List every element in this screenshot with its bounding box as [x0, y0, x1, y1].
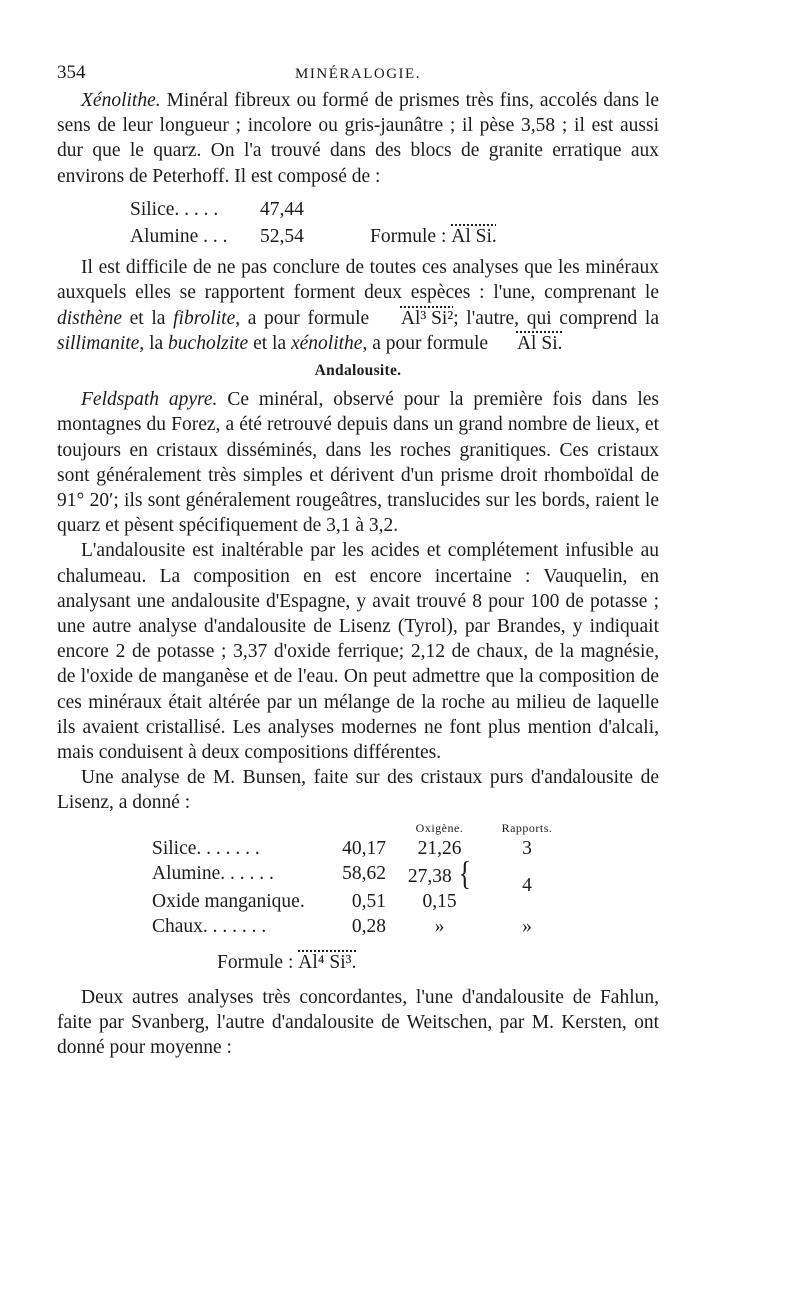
table-cell-value: 0,51: [351, 891, 386, 913]
xenolithe-name: Xénolithe.: [81, 90, 161, 111]
table-cell-value: 58,62: [342, 862, 386, 884]
table-cell-oxigene: 21,26: [417, 837, 462, 859]
formula-inline: Al Si.: [516, 332, 563, 354]
final-paragraph: Deux autres analyses très concordantes, l'une d'andalousite de Fahlun, faite par Svanberg, l'autre d'andalousite de Weitschen, par M. Kersten, ont donné pour moyenne :: [57, 986, 659, 1059]
composition-formula: [370, 197, 570, 222]
xenolithe-paragraph: [57, 88, 659, 189]
table-cell-rapport: »: [522, 916, 532, 938]
mineral-name: Feldspath apyre.: [81, 389, 218, 411]
table-cell-label: Chaux. . . . . . .: [152, 916, 267, 938]
text-span: , a pour formule: [362, 332, 493, 354]
table-cell-label: Oxide manganique.: [152, 891, 305, 913]
bunsen-analysis-table: [152, 820, 659, 940]
mineral-name: fibrolite: [173, 307, 236, 329]
oxigene-value: 27,38: [407, 865, 452, 887]
mineral-name: disthène: [57, 307, 122, 329]
table-header: [317, 820, 392, 836]
mineral-name: bucholzite: [168, 332, 249, 354]
conclusion-paragraph: [57, 255, 659, 356]
page-number: 354: [57, 62, 86, 83]
table-header-oxigene: Oxigène.: [415, 820, 464, 835]
composition-value: 52,54: [260, 226, 304, 248]
text-span: Il est difficile de ne pas conclure de toutes ces analyses que les minéraux auxquels elles se rapportent forment deux espèces : l'une, comprenant le: [57, 257, 659, 304]
andalousite-paragraph-1: [57, 387, 659, 538]
table-cell-oxigene: »: [434, 916, 445, 938]
text-span: , la: [139, 332, 169, 354]
text-span: Ce minéral, observé pour la première fois dans les montagnes du Forez, a été retrouvé depuis dans un grand nombre de lieux, et toujours en cristaux disséminés, dans les roches granitiques. Ces cristaux sont généralement très simples et dérivent d'un prisme droit rhomboïdal de 91° 20′; ils sont généralement rougeâtres, translucides sur les bords, raient le quarz et pèsent spécifiquement de 3,1 à 3,2.: [57, 389, 659, 537]
brace-glyph: {: [458, 854, 472, 893]
table-header: [152, 820, 317, 836]
table-cell-rapport: 4: [522, 874, 532, 896]
book-page: [57, 58, 659, 1060]
text-span: , a pour formule: [235, 307, 377, 329]
andalousite-paragraph-3: Une analyse de M. Bunsen, faite sur des cristaux purs d'andalousite de Lisenz, a donné :: [57, 767, 659, 814]
composition-label: Silice. . . . .: [130, 198, 219, 220]
table-cell-label: Alumine. . . . . .: [152, 862, 274, 884]
text-span: et la: [121, 307, 174, 329]
table-cell-label: Silice. . . . . . .: [152, 837, 260, 859]
table-header-rapports: Rapports.: [501, 820, 553, 835]
mineral-name: sillimanite: [57, 332, 140, 354]
table-cell-value: 0,28: [351, 916, 386, 938]
text-span: et la: [248, 332, 291, 354]
section-title: Andalousite.: [314, 362, 402, 380]
table-cell-rapport: 3: [522, 837, 532, 859]
mineral-name: xénolithe: [290, 332, 363, 354]
bunsen-formula: [217, 950, 659, 975]
xenolithe-composition: [130, 197, 659, 249]
formula-label: Formule :: [217, 951, 294, 973]
running-title: MINÉRALOGIE.: [295, 66, 421, 82]
text-span: ; l'autre, qui comprend la: [453, 307, 659, 329]
formula-label: Formule :: [370, 226, 447, 248]
composition-formula: [370, 224, 570, 249]
formula-inline: Al³ Si²: [400, 307, 454, 329]
table-cell-oxigene: 0,15: [422, 891, 457, 913]
composition-value: 47,44: [260, 198, 304, 220]
page-header: [57, 58, 659, 88]
formula-value: Al Si.: [451, 226, 497, 248]
formula-value: Al⁴ Si³.: [298, 951, 357, 973]
xenolithe-text: Minéral fibreux ou formé de prismes très fins, accolés dans le sens de leur longueur ; incolore ou gris-jaunâtre ; il pèse 3,58 ; il est aussi dur que le quarz. On l'a trouvé dans des blocs de granite erratique aux environs de Peterhoff. Il est composé de :: [57, 90, 659, 187]
table-cell-oxigene: [392, 854, 487, 893]
composition-label: Alumine . . .: [130, 226, 228, 248]
table-cell-value: 40,17: [342, 837, 386, 859]
andalousite-paragraph-2: L'andalousite est inaltérable par les acides et complétement infusible au chalumeau. La composition en est encore incertaine : Vauquelin, en analysant une andalousite d'Espagne, y avait trouvé 8 pour 100 de potasse ; une autre analyse d'andalousite de Lisenz (Tyrol), par Brandes, y indiquait encore 2 de potasse ; 3,37 d'oxide ferrique; 2,12 de chaux, de la magnésie, de l'oxide de manganèse et de l'eau. On peut admettre que la composition de ces minéraux était altérée par un mélange de la roche au milieu de laquelle ils avaient cristallisé. Les analyses modernes ne font plus mention d'alcali, mais conduisent à deux compositions différentes.: [57, 540, 659, 764]
